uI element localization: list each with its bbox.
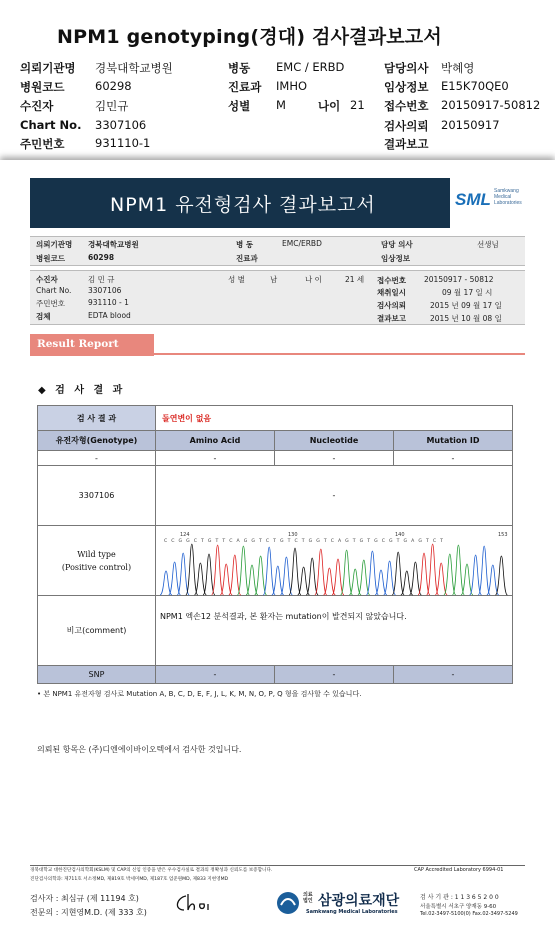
label: Chart No. [36, 286, 72, 295]
result-label: 검 사 결 과 [38, 406, 156, 431]
info-value: IMHO [276, 79, 308, 93]
position-label: 153 [498, 532, 508, 538]
col-genotype: 유전자형(Genotype) [38, 431, 156, 451]
position-label: 140 [395, 532, 405, 538]
chromatogram-peak [358, 560, 370, 595]
label: 진료과 [236, 254, 258, 263]
info-label: 임상정보 [384, 80, 429, 94]
chromatogram-peak [444, 554, 456, 595]
wild-type-label: Wild type (Positive control) [38, 526, 156, 596]
info-value: 20150917-50812 [441, 98, 541, 112]
cell: - [394, 451, 513, 466]
value: 경북대학교병원 [88, 240, 139, 249]
value: 선생님 [477, 240, 499, 249]
value: 2015 년 10 월 08 일 [430, 314, 502, 323]
info-value: 20150917 [441, 118, 500, 132]
result-value: 돌연변이 없음 [156, 406, 513, 431]
chromatogram-peak [392, 552, 404, 595]
label: 주민번호 [36, 299, 65, 308]
label: 수진자 [36, 275, 58, 284]
comment-label: 비고(comment) [38, 596, 156, 666]
divider [30, 865, 525, 866]
cell: - [275, 451, 394, 466]
specialist: 전문의 : 지현영M.D. (제 333 호) [30, 908, 147, 917]
chromatogram-peak [384, 561, 396, 595]
accreditation: 경북대학교 대한진단검사의학회(KSLM) 및 CAP의 신임 인증을 받은 우수검사실로 결과의 정확성과 신뢰도를 보증합니다. [30, 868, 273, 873]
col-nucleotide: Nucleotide [275, 431, 394, 451]
foundation-name: 삼광의료재단 [318, 893, 400, 909]
business-number: 검 사 기 관 : 1 1 3 6 5 2 0 0 [420, 894, 499, 901]
signature [172, 890, 212, 916]
info-label: 검사의뢰 [384, 119, 429, 133]
value: 931110 - 1 [88, 298, 129, 307]
chromatogram-peak [255, 556, 267, 595]
value: 09 월 17 일 시 [442, 288, 493, 297]
banner-title: NPM1 유전형검사 결과보고서 [30, 178, 450, 228]
chromatogram-peak [177, 553, 189, 595]
col-mutation-id: Mutation ID [394, 431, 513, 451]
info-value: E15K70QE0 [441, 79, 509, 93]
phone: Tel.02-3497-5100(0) Fax.02-3497-5249 [420, 911, 518, 917]
info-value: 3307106 [95, 118, 147, 132]
page-title: NPM1 genotyping(경대) 검사결과보고서 [57, 26, 442, 48]
value: 남 [270, 275, 278, 284]
chromatogram-peak [229, 555, 241, 595]
value: EDTA blood [88, 311, 131, 320]
divider [154, 353, 525, 355]
value: 21 세 [345, 275, 365, 284]
chromatogram-peak [169, 562, 181, 595]
label: 담당 의사 [381, 240, 413, 249]
value: 김 민 규 [88, 275, 115, 284]
note: • 본 NPM1 유전자형 검사로 Mutation A, B, C, D, E, F, J, L, K, M, N, O, P, Q 형을 검사할 수 있습니다. [37, 690, 362, 698]
info-value: 60298 [95, 79, 132, 93]
chromatogram-peak [203, 554, 215, 595]
cell: - [156, 466, 513, 526]
label: 검사의뢰 [377, 301, 406, 310]
section-heading: ◆ 검 사 결 과 [38, 385, 126, 396]
sample-id: 3307106 [38, 466, 156, 526]
report-header [0, 0, 555, 160]
chromatogram-peak [280, 557, 292, 595]
chromatogram-peak [452, 545, 464, 595]
info-label: 담당의사 [384, 61, 429, 75]
chromatogram-peak [289, 548, 301, 595]
cell: - [38, 451, 156, 466]
label: 결과보고 [377, 314, 406, 323]
chromatogram-peak [306, 558, 318, 595]
cell: - [156, 451, 275, 466]
chromatogram-peak [212, 545, 224, 595]
info-label: 수진자 [20, 99, 54, 113]
result-report-tab: Result Report [30, 334, 154, 356]
chromatogram-peak [409, 562, 421, 595]
label: 병 동 [236, 240, 254, 249]
info-label: 병원코드 [20, 80, 65, 94]
chromatogram-peak [366, 551, 378, 595]
foundation-prefix: 의료법인 [303, 892, 313, 904]
info-label: 나이 [318, 99, 341, 113]
info-value: EMC / ERBD [276, 60, 345, 74]
info-label: 주민번호 [20, 137, 65, 151]
foundation-logo-icon [276, 891, 300, 915]
value: 3307106 [88, 286, 122, 295]
cell: - [156, 666, 275, 684]
sml-logo: SML Samkwang Medical Laboratories [455, 188, 522, 209]
info-value: 경북대학교병원 [95, 61, 173, 75]
info-label: 병동 [228, 61, 251, 75]
address: 서울특별시 서초구 양재동 9-60 [420, 904, 497, 910]
chromatogram-peak [341, 550, 353, 595]
label: 병원코드 [36, 254, 65, 263]
info-label: 의뢰기관명 [20, 61, 76, 75]
info-value: 김민규 [95, 99, 129, 113]
label: 접수번호 [377, 276, 406, 285]
label: 채취일시 [377, 288, 406, 297]
chromatogram-peak [418, 553, 430, 595]
chromatogram-peaks [160, 544, 507, 595]
cell: - [275, 666, 394, 684]
base-sequence: C C G G C T G T T C A G G T C T G T C T G G T C A G T G T G C G T G A G T C T [164, 539, 445, 544]
origin-note: 의뢰된 항목은 (주)디엔에이바이오텍에서 검사한 것입니다. [37, 745, 242, 754]
chromatogram-peak [263, 547, 275, 595]
value: 2015 년 09 월 17 일 [430, 301, 502, 310]
info-value: 21 [350, 98, 365, 112]
cap-label: CAP Accredited Laboratory 6994-01 [414, 867, 504, 873]
label: 검체 [36, 312, 51, 321]
examiner: 검사자 : 최심규 (제 11194 호) [30, 894, 139, 903]
chromatogram-peak [495, 556, 507, 595]
label: 의뢰기관명 [36, 240, 73, 249]
label: 임상정보 [381, 254, 410, 263]
foundation-name-en: Samkwang Medical Laboratories [306, 909, 398, 915]
chromatogram-peak [237, 546, 249, 595]
position-label: 130 [288, 532, 298, 538]
info-value: M [276, 98, 286, 112]
snp-label: SNP [38, 666, 156, 684]
label: 나 이 [305, 275, 322, 284]
info-value: 박혜영 [441, 61, 475, 75]
accreditation-2: 진단검사의학과: 제711호 서소정MD, 제819호 박세미MD, 제187호 엄준원MD, 제833 지현영MD [30, 877, 229, 882]
comment: NPM1 엑손12 분석결과, 본 환자는 mutation이 발견되지 않았습니다. [156, 596, 513, 666]
chromatogram-peak [470, 555, 482, 595]
position-label: 124 [180, 532, 190, 538]
value: 60298 [88, 253, 115, 262]
col-amino-acid: Amino Acid [156, 431, 275, 451]
label: 성 별 [228, 275, 245, 284]
chromatogram-peak [186, 544, 198, 595]
report-banner [30, 178, 525, 228]
info-label: 접수번호 [384, 99, 429, 113]
chromatogram-peak [315, 549, 327, 595]
cell: - [394, 666, 513, 684]
chromatogram-peak [332, 559, 344, 595]
value: EMC/ERBD [282, 239, 322, 248]
sequence-chromatogram [160, 531, 512, 597]
chromatogram-peak [478, 546, 490, 595]
info-value: 931110-1 [95, 136, 151, 150]
info-label: Chart No. [20, 118, 82, 132]
chromatogram-peak [427, 544, 439, 595]
info-label: 진료과 [228, 80, 262, 94]
value: 20150917 - 50812 [424, 275, 494, 284]
info-label: 성별 [228, 99, 251, 113]
info-label: 결과보고 [384, 137, 429, 151]
